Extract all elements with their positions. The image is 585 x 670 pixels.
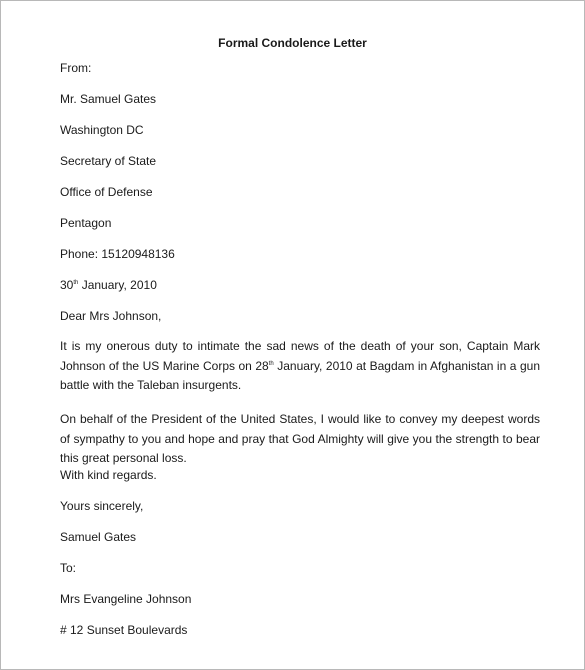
salutation: Dear Mrs Johnson, xyxy=(60,309,162,323)
closing-signature: Samuel Gates xyxy=(60,530,137,544)
to-label: To: xyxy=(60,561,77,575)
body-paragraph-1-suffix: th xyxy=(268,360,274,367)
date-day: 30 xyxy=(60,278,74,292)
recipient-address: # 12 Sunset Boulevards xyxy=(60,623,188,637)
from-label: From: xyxy=(60,61,92,75)
sender-name: Mr. Samuel Gates xyxy=(60,92,157,106)
letter-date xyxy=(60,278,157,292)
body-paragraph-2: On behalf of the President of the United States, I would like to convey my deepest words of sympathy to you and hope and pray that God Almighty will give you the strength to bear this great personal loss. xyxy=(60,412,540,465)
body-paragraph-1-part-1: It is my onerous duty to intimate the sad news of the death of your son, Captain Mark Johnson of the US Marine Corps on 28 xyxy=(60,339,540,373)
date-suffix: th xyxy=(73,280,79,286)
sender-office: Office of Defense xyxy=(60,185,153,199)
letter-title: Formal Condolence Letter xyxy=(218,36,367,50)
date-rest: January, 2010 xyxy=(78,278,157,292)
recipient-name: Mrs Evangeline Johnson xyxy=(60,592,192,606)
sender-city: Washington DC xyxy=(60,123,144,137)
body-paragraph-1-part-2: January, 2010 at Bagdam in Afghanistan in a gun battle with the Taleban insurgents. xyxy=(60,358,540,392)
sender-building: Pentagon xyxy=(60,216,112,230)
body-paragraph-1 xyxy=(60,337,540,396)
sender-phone: Phone: 15120948136 xyxy=(60,247,175,261)
closing-regards: With kind regards. xyxy=(60,468,157,482)
sender-position: Secretary of State xyxy=(60,154,157,168)
closing-sign-off: Yours sincerely, xyxy=(60,499,144,513)
